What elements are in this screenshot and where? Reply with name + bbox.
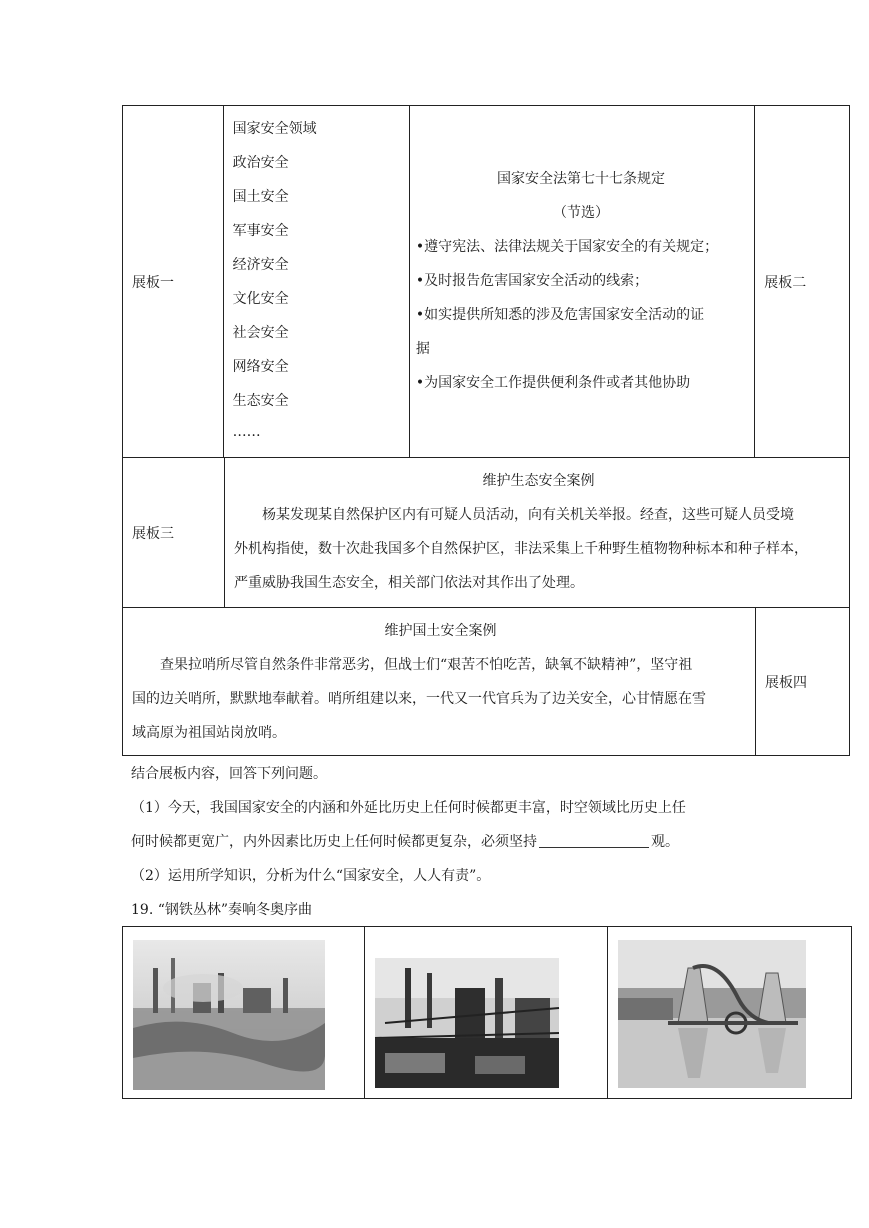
question-19-title: 19. “钢铁丛林”奏响冬奥序曲 [131,902,313,918]
panel3-text-line: 外机构指使，数十次赴我国多个自然保护区，非法采集上千种野生植物物种标本和种子样本， [234,541,808,557]
questions-intro: 结合展板内容，回答下列问题。 [131,766,327,782]
security-domain-item: 军事安全 [232,223,289,239]
question-1-text: 何时候都更宽广，内外因素比历史上任何时候都更复杂，必须坚持 [131,834,537,850]
questions-block [131,757,851,927]
panel3-text-line: 杨某发现某自然保护区内有可疑人员活动，向有关机关举报。经查，这些可疑人员受境 [262,507,794,523]
panel4-content-cell [123,608,756,756]
photo-cell-3 [608,927,852,1099]
law-bullet: •为国家安全工作提供便利条件或者其他协助 [415,375,691,391]
panel1-list-cell [223,106,409,458]
panel2-content-cell [409,106,754,458]
panel4-title: 维护国土安全案例 [384,623,497,639]
security-domain-item: 经济安全 [232,257,289,273]
panel4-text-line: 查果拉哨所尽管自然条件非常恶劣，但战士们“艰苦不怕吃苦，缺氧不缺精神”，坚守祖 [160,657,693,673]
law-bullet-continuation: 据 [415,341,430,357]
panel4-label: 展板四 [765,674,807,691]
security-domain-item: 政治安全 [232,155,289,171]
answer-blank[interactable] [539,846,649,848]
panel3-label-cell [123,458,225,608]
panel3-content-cell [225,458,850,608]
panel3-title: 维护生态安全案例 [482,473,595,489]
photo-cell-1 [123,927,365,1099]
steel-mill-ruins-photo [123,928,364,1098]
question-2: （2）运用所学知识，分析为什么“国家安全，人人有责”。 [131,868,491,884]
question-1-line2 [131,825,851,859]
law-article-title: 国家安全法第七十七条规定 [497,171,666,187]
steel-plant-photo [365,928,607,1098]
security-domain-item: 文化安全 [232,291,289,307]
security-domain-item: 生态安全 [232,393,289,409]
panel2-label-cell [755,106,850,458]
photo-table [122,926,852,1099]
photo-cell-2 [365,927,608,1099]
panel4-text-line: 域高原为祖国站岗放哨。 [132,725,286,741]
panel4-label-cell [756,608,850,756]
security-domain-item: 国土安全 [232,189,289,205]
security-domain-heading: 国家安全领域 [232,121,317,137]
security-domain-item: 网络安全 [232,359,289,375]
panel1-label-cell [123,106,224,458]
big-air-shougang-photo [608,928,851,1098]
security-domain-ellipsis: …… [232,424,261,440]
question-1-suffix: 观。 [651,834,679,850]
security-domain-item: 社会安全 [232,325,289,341]
panel1-label: 展板一 [132,274,174,291]
exhibit-table-middle [122,457,850,608]
law-bullet: •遵守宪法、法律法规关于国家安全的有关规定； [415,239,719,255]
question-1-line1: （1）今天，我国国家安全的内涵和外延比历史上任何时候都更丰富，时空领域比历史上任 [131,800,686,816]
law-bullet: •如实提供所知悉的涉及危害国家安全活动的证 [415,307,705,323]
panel2-label: 展板二 [764,274,807,291]
panel4-text-line: 国的边关哨所，默默地奉献着。哨所组建以来，一代又一代官兵为了边关安全，心甘情愿在雪 [132,691,706,707]
panel3-text-line: 严重威胁我国生态安全，相关部门依法对其作出了处理。 [234,575,584,591]
panel3-label: 展板三 [132,525,174,542]
law-article-subtitle: （节选） [553,205,610,221]
exhibit-table-bottom [122,607,850,756]
exhibit-table-top [122,105,850,458]
law-bullet: •及时报告危害国家安全活动的线索； [415,273,649,289]
